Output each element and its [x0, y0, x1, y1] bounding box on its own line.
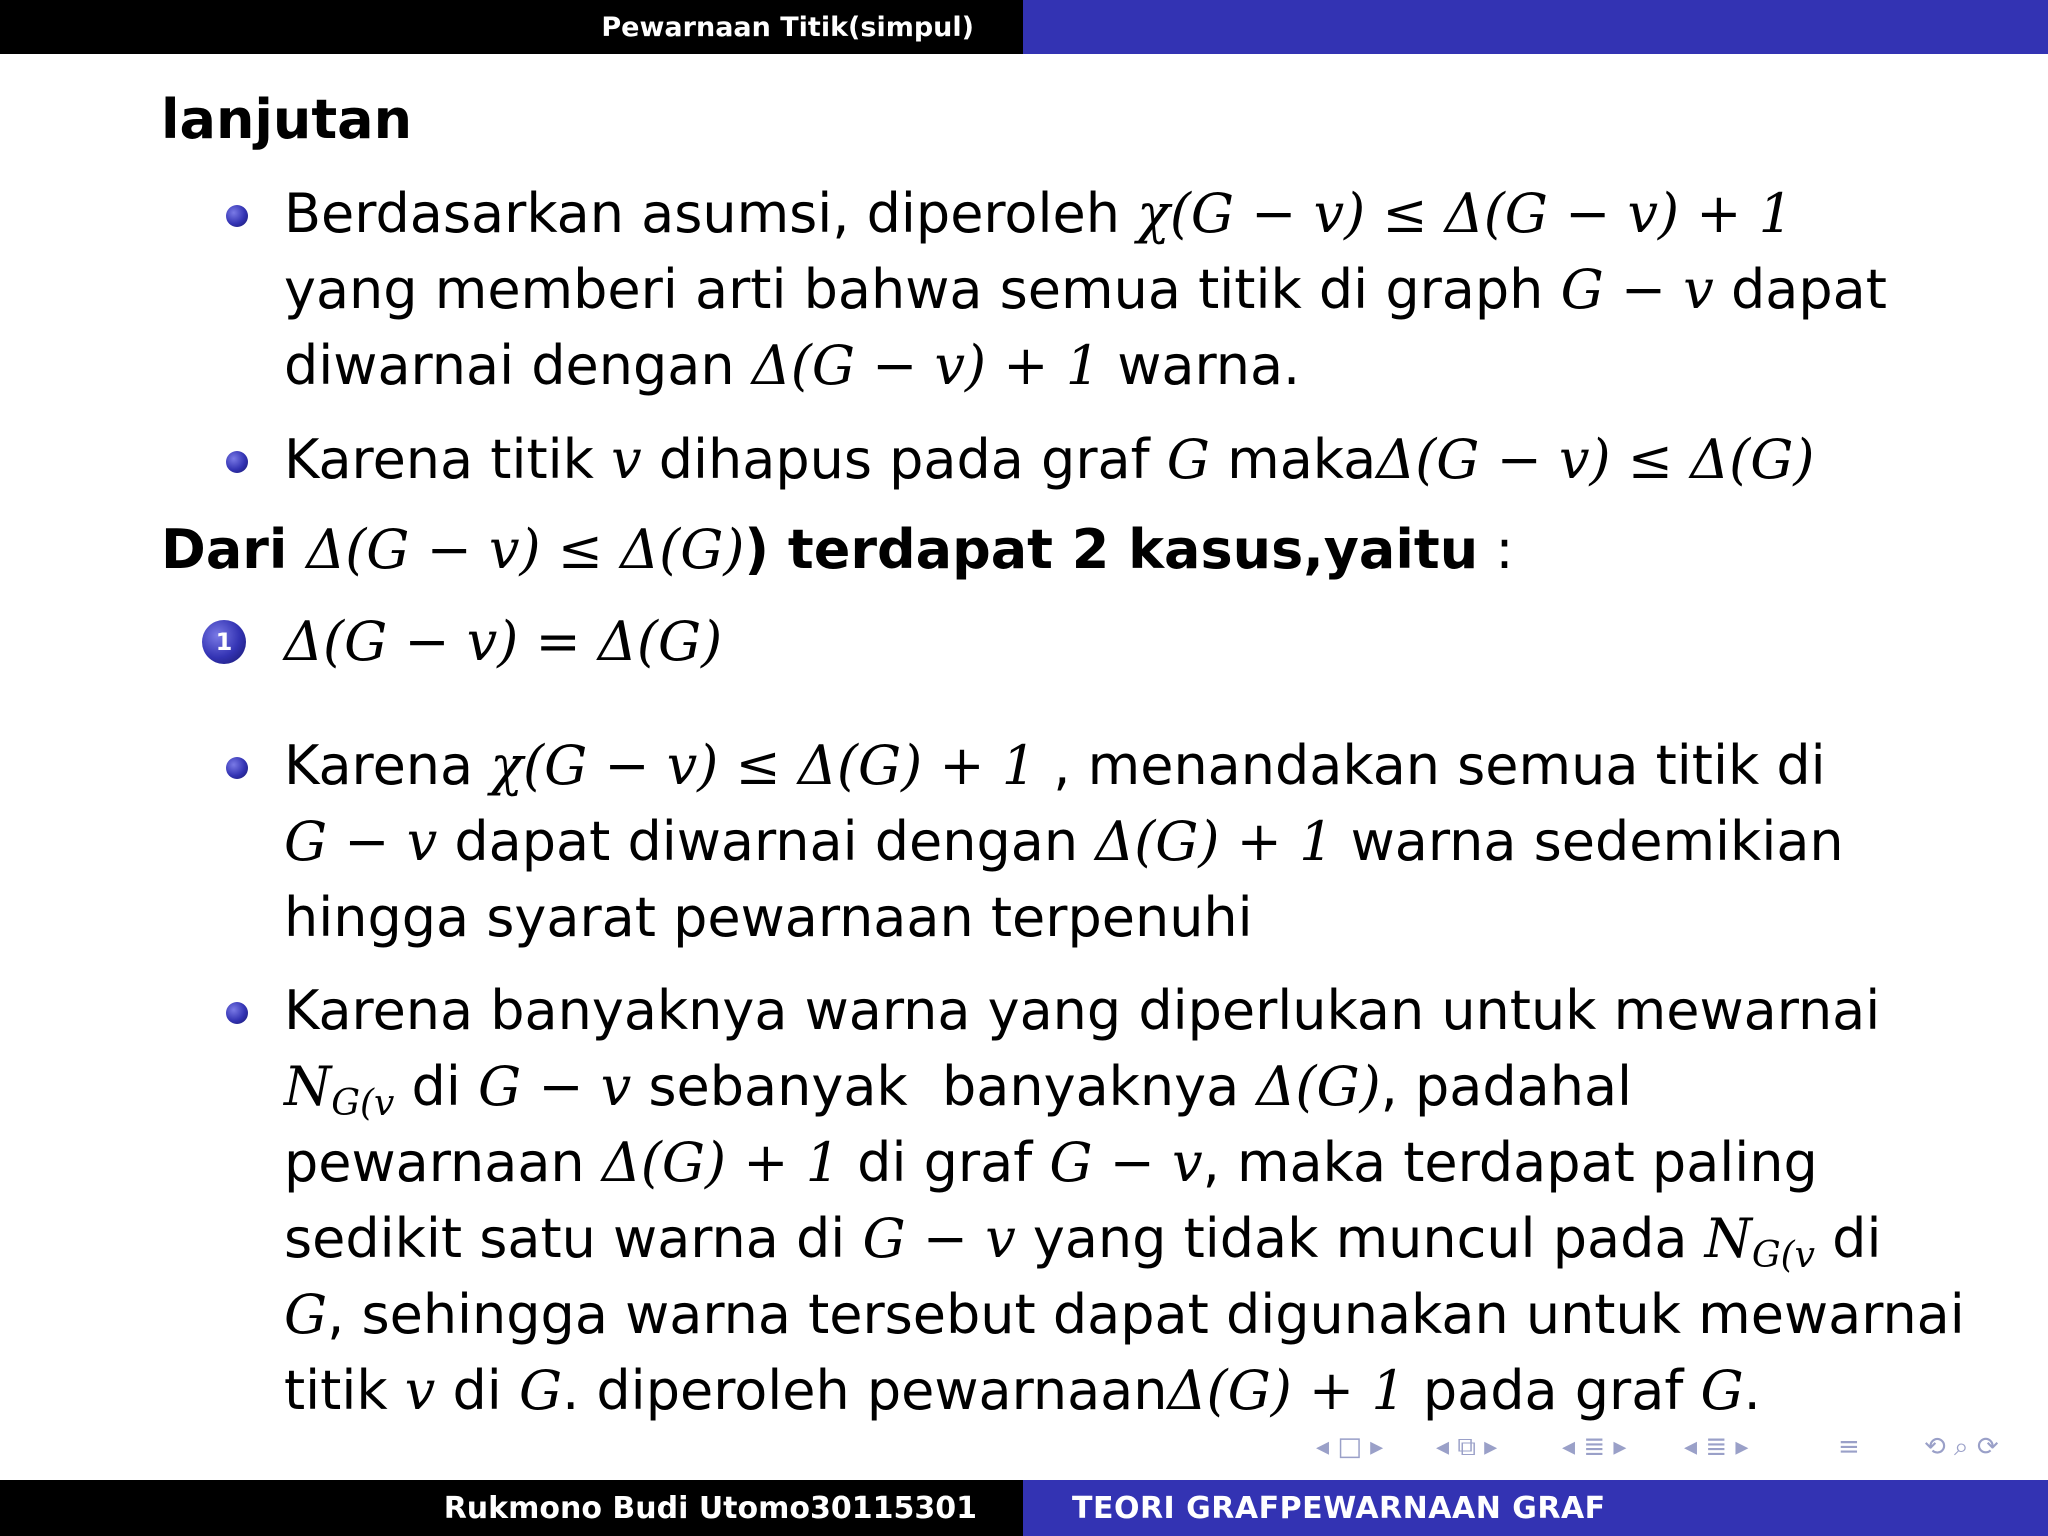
bullet-4-line-3: [284, 1125, 1818, 1201]
bullet-4-line-6: [284, 1353, 1761, 1429]
math: G(v: [1751, 1235, 1816, 1276]
text: Dari: [161, 518, 307, 581]
bullet-3-line-1: [284, 728, 1826, 804]
nav-section-icon[interactable]: [1562, 1432, 1626, 1462]
text: . diperoleh pewarnaan: [562, 1359, 1168, 1422]
bullet-1-line-3: [284, 328, 1300, 404]
text: warna.: [1100, 334, 1301, 397]
text: Karena: [284, 734, 491, 797]
bullet-icon: [226, 757, 248, 779]
text: warna sedemikian: [1333, 810, 1844, 873]
nav-search-icon[interactable]: [1924, 1432, 1999, 1462]
text: :: [1478, 518, 1514, 581]
text: yang memberi arti bahwa semua titik di graph: [284, 258, 1561, 321]
text: sedikit satu warna di: [284, 1207, 863, 1270]
math: N: [1704, 1207, 1752, 1270]
math: G − v: [478, 1055, 632, 1118]
text: maka: [1209, 428, 1377, 491]
math: v: [611, 428, 642, 491]
bullet-icon: [226, 205, 248, 227]
enum-number-icon: 1: [202, 620, 246, 664]
math: G: [284, 1283, 328, 1346]
math: G − v: [1049, 1131, 1203, 1194]
bullet-1-line-1: [284, 176, 1793, 252]
header-right: [1023, 0, 2048, 54]
frame-title: lanjutan: [161, 88, 413, 151]
text: dapat: [1713, 258, 1887, 321]
text: , sehingga warna tersebut dapat digunakan untuk mewarnai: [327, 1283, 1965, 1346]
math: Δ(G − v) ≤ Δ(G): [306, 518, 745, 581]
math: G − v: [284, 810, 438, 873]
nav-subsection-icon[interactable]: [1436, 1432, 1497, 1462]
text: , padahal: [1380, 1055, 1633, 1118]
text: di graf: [840, 1131, 1050, 1194]
text: sebanyak banyaknya: [631, 1055, 1257, 1118]
nav-frame-label: ◂ □ ▸: [1316, 1432, 1384, 1462]
nav-section-label: ◂ ≣ ▸: [1562, 1432, 1627, 1462]
text: ) terdapat 2 kasus,yaitu: [744, 518, 1479, 581]
text: titik: [284, 1359, 405, 1422]
math: G: [518, 1359, 563, 1422]
nav-search-label: ⟲ ⌕ ⟳: [1924, 1431, 1999, 1462]
math: G − v: [862, 1207, 1016, 1270]
nav-frame-icon[interactable]: [1316, 1432, 1383, 1462]
bullet-icon: [226, 451, 248, 473]
text: Berdasarkan asumsi, diperoleh: [284, 182, 1138, 245]
footer-left: [0, 1480, 1023, 1536]
math: χ(G − v) ≤ Δ(G − v) + 1: [1137, 182, 1794, 245]
math: N: [284, 1055, 332, 1118]
bullet-3-line-3: [284, 880, 1253, 956]
math: Δ(G − v) + 1: [751, 334, 1101, 397]
text: Karena banyaknya warna yang diperlukan untuk mewarnai: [284, 979, 1881, 1042]
math: G: [1166, 428, 1210, 491]
footer-right: [1023, 1480, 2048, 1536]
math: G(v: [331, 1083, 395, 1124]
footer-short-title: TEORI GRAFPEWARNAAN GRAF: [1072, 1490, 1606, 1526]
enum-item-1: [284, 604, 722, 680]
math: χ(G − v) ≤ Δ(G) + 1: [490, 734, 1037, 797]
text: di: [1815, 1207, 1882, 1270]
math: G: [1700, 1359, 1744, 1422]
nav-align-icon[interactable]: [1838, 1432, 1860, 1462]
math: Δ(G) + 1: [1167, 1359, 1406, 1422]
text: , maka terdapat paling: [1202, 1131, 1818, 1194]
math: G − v: [1560, 258, 1714, 321]
nav-section2-icon[interactable]: [1684, 1432, 1748, 1462]
header-bar: [0, 0, 2048, 54]
footer-author: Rukmono Budi Utomo30115301: [443, 1490, 977, 1526]
text: dapat diwarnai dengan: [437, 810, 1096, 873]
text: hingga syarat pewarnaan terpenuhi: [284, 886, 1253, 949]
bullet-2-line-1: [284, 422, 1814, 498]
math: Δ(G): [1256, 1055, 1381, 1118]
text: , menandakan semua titik di: [1036, 734, 1826, 797]
text: diwarnai dengan: [284, 334, 752, 397]
footer-bar: [0, 1480, 2048, 1536]
section-title: Pewarnaan Titik(simpul): [601, 11, 974, 43]
text: di: [435, 1359, 519, 1422]
bullet-icon: [226, 1002, 248, 1024]
header-left: [0, 0, 1023, 54]
text: Karena titik: [284, 428, 612, 491]
bullet-4-line-5: [284, 1277, 1965, 1353]
text: pada graf: [1405, 1359, 1701, 1422]
text: pewarnaan: [284, 1131, 602, 1194]
math: Δ(G) + 1: [1095, 810, 1334, 873]
nav-align-label: ≡: [1838, 1432, 1860, 1462]
text: .: [1743, 1359, 1761, 1422]
cases-intro: [161, 512, 1514, 588]
text: dihapus pada graf: [641, 428, 1167, 491]
math: Δ(G − v) = Δ(G): [284, 610, 723, 673]
bullet-1-line-2: [284, 252, 1887, 328]
math: Δ(G) + 1: [601, 1131, 841, 1194]
math: v: [404, 1359, 436, 1422]
bullet-3-line-2: [284, 804, 1844, 880]
text: di: [394, 1055, 479, 1118]
bullet-4-line-1: [284, 973, 1880, 1049]
text: yang tidak muncul pada: [1015, 1207, 1705, 1270]
nav-section2-label: ◂ ≣ ▸: [1684, 1432, 1749, 1462]
math: Δ(G − v) ≤ Δ(G): [1376, 428, 1815, 491]
nav-subsection-label: ◂ ⧉ ▸: [1436, 1431, 1498, 1462]
